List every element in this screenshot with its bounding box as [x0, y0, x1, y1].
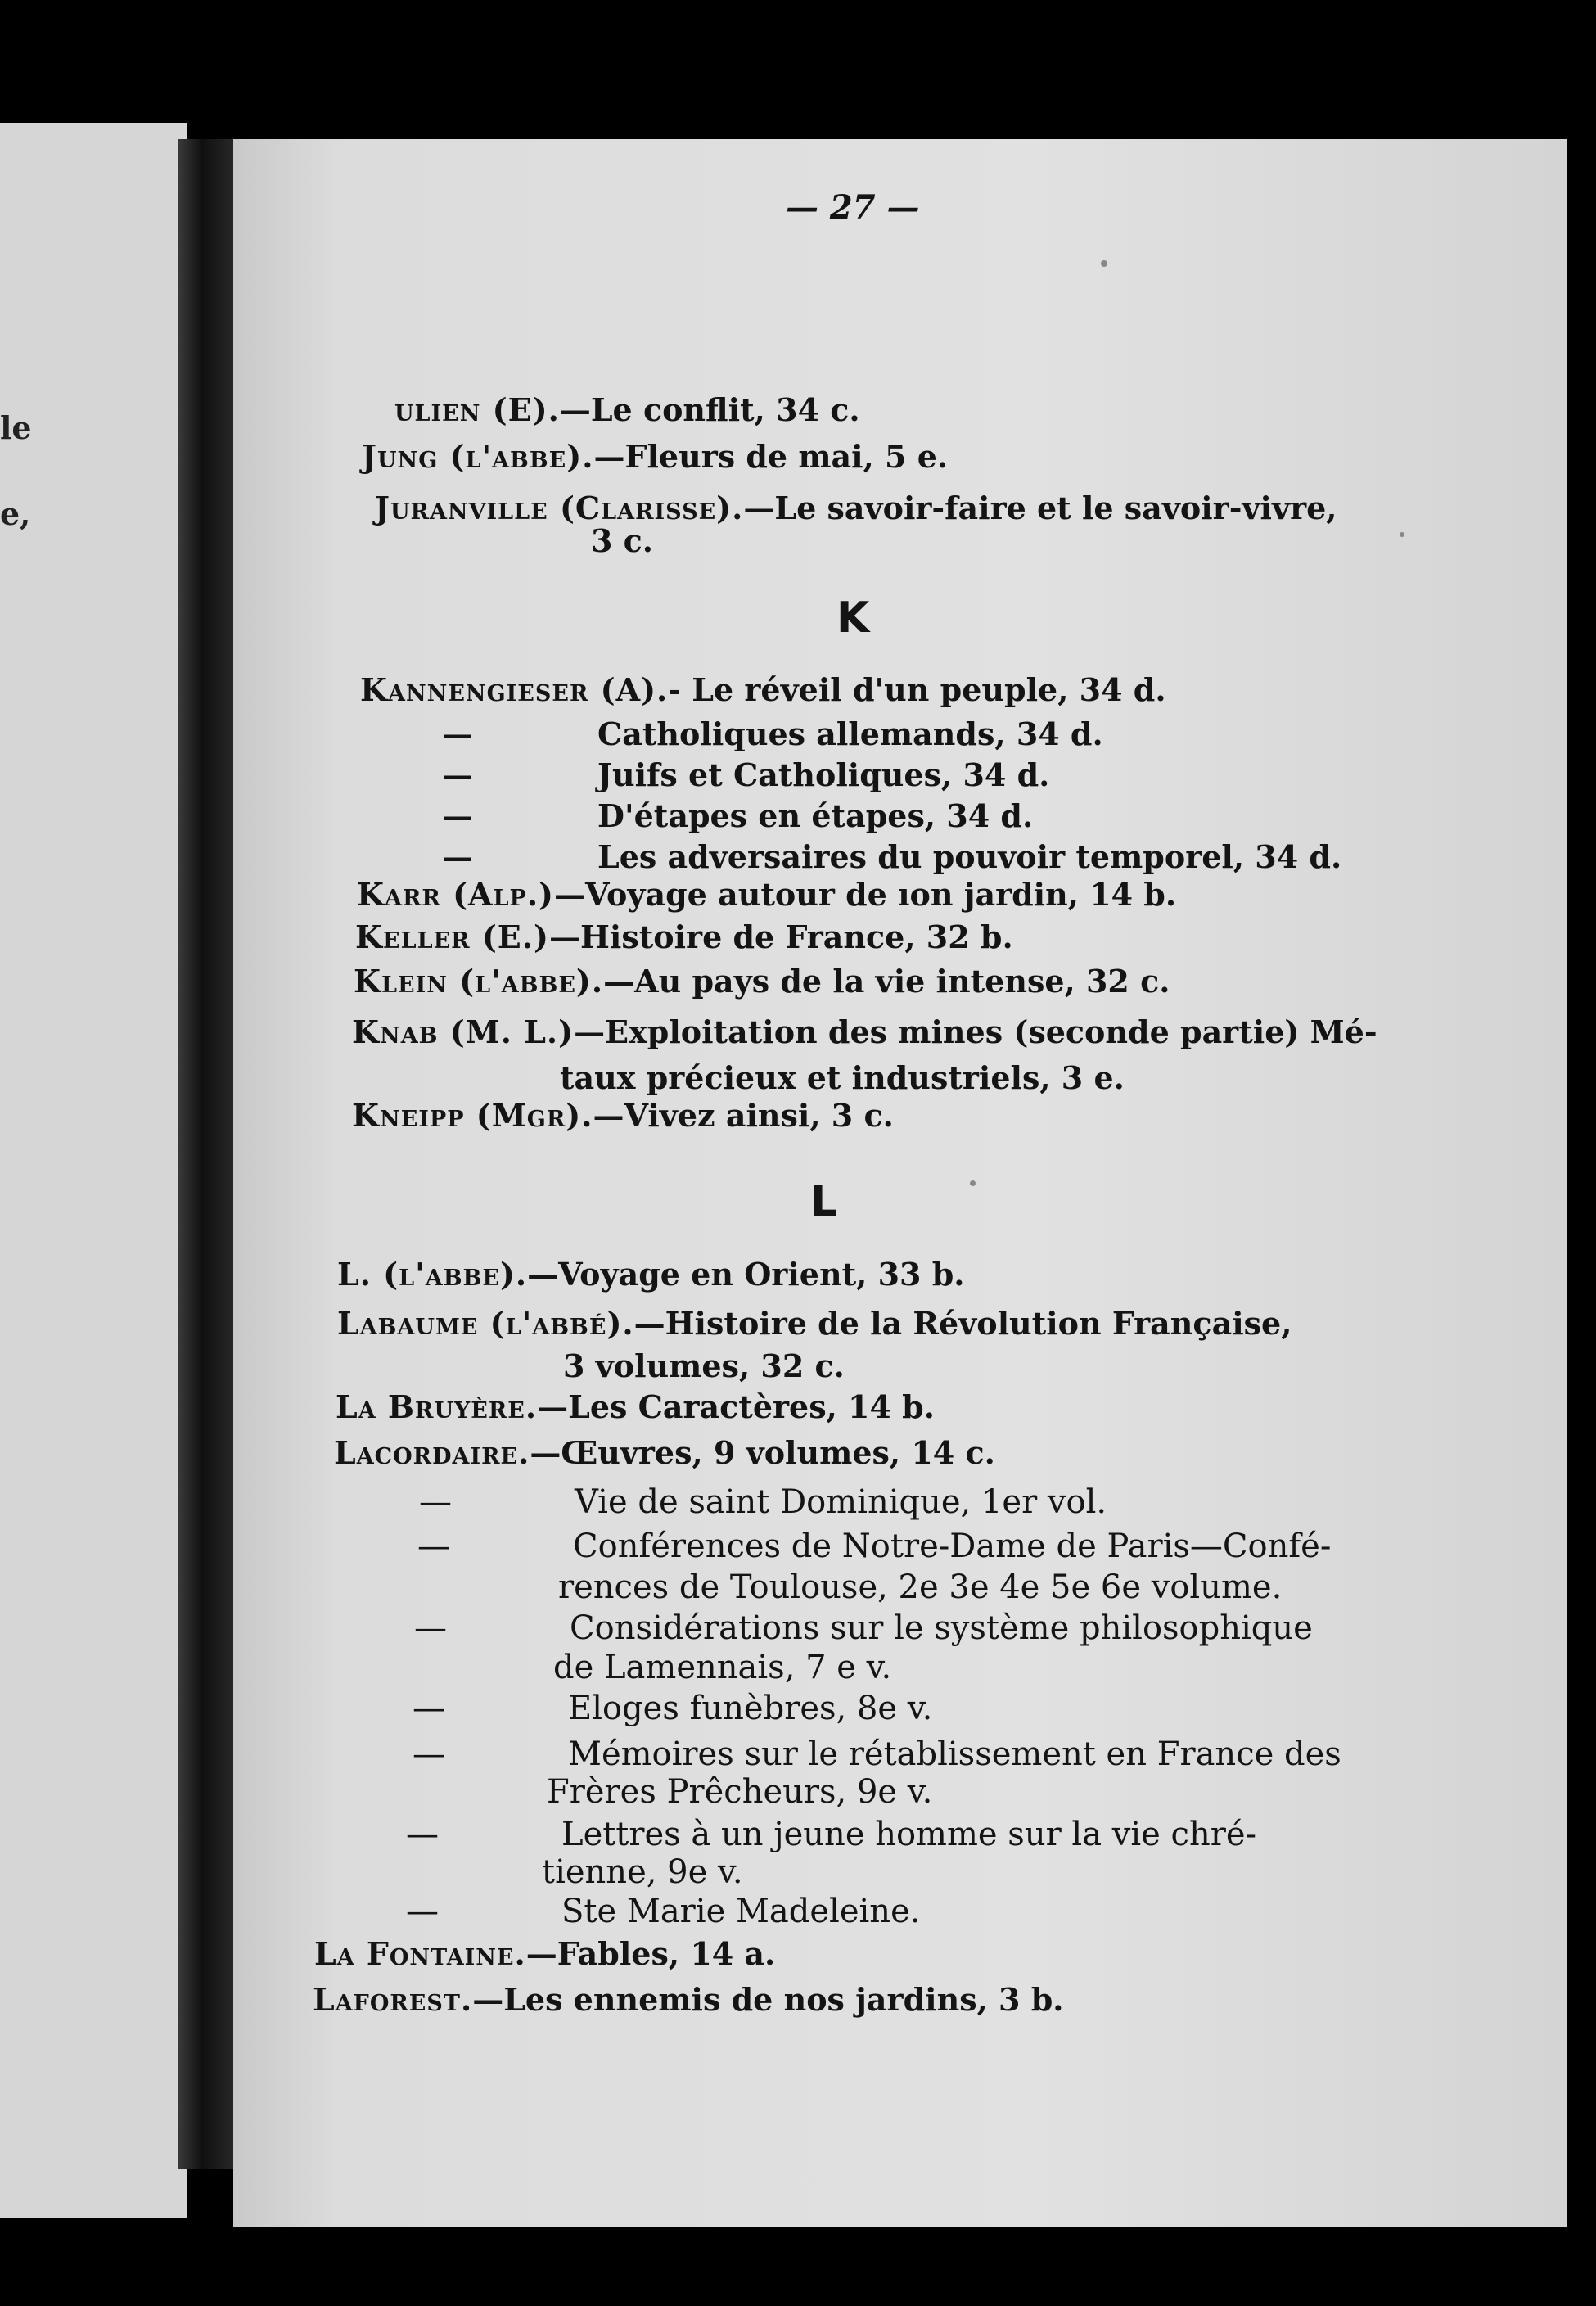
- catalog-entry: Kneipp (Mgr).—Vivez ainsi, 3 c.: [352, 1097, 894, 1134]
- catalog-sub-entry: — Eloges funèbres, 8e v.: [413, 1690, 933, 1727]
- catalog-entry: Klein (l'abbe).—Au pays de la vie intense, 32 c.: [354, 963, 1170, 1000]
- catalog-sub-entry: — Mémoires sur le rétablissement en France des: [413, 1735, 1341, 1773]
- catalog-entry: ulien (E).—Le conflit, 34 c.: [394, 391, 860, 428]
- catalog-entry-continuation: rences de Toulouse, 2e 3e 4e 5e 6e volume.: [558, 1568, 1283, 1606]
- catalog-entry: La Bruyère.—Les Caractères, 14 b.: [336, 1388, 935, 1425]
- catalog-entry: Labaume (l'abbé).—Histoire de la Révolution Française,: [337, 1305, 1292, 1342]
- catalog-sub-entry: — Catholiques allemands, 34 d.: [442, 715, 1103, 752]
- left-page-fragment: e,: [0, 495, 31, 532]
- catalog-entry: Keller (E.)—Histoire de France, 32 b.: [355, 918, 1013, 955]
- catalog-entry: Juranville (Clarisse).—Le savoir-faire et le savoir-vivre,: [375, 490, 1337, 526]
- paper-speck: [1101, 260, 1107, 267]
- catalog-sub-entry: — D'étapes en étapes, 34 d.: [442, 797, 1034, 834]
- catalog-entry-continuation: Frères Prêcheurs, 9e v.: [547, 1773, 933, 1811]
- left-page-edge: [0, 123, 187, 2218]
- catalog-entry-continuation: taux précieux et industriels, 3 e.: [560, 1059, 1125, 1096]
- catalog-sub-entry: — Conférences de Notre-Dame de Paris—Confé-: [417, 1528, 1332, 1565]
- catalog-entry: La Fontaine.—Fables, 14 a.: [314, 1935, 776, 1972]
- catalog-entry-continuation: tienne, 9e v.: [542, 1853, 743, 1891]
- catalog-sub-entry: — Lettres à un jeune homme sur la vie chré-: [406, 1816, 1257, 1853]
- catalog-sub-entry: — Considérations sur le système philosophique: [414, 1609, 1313, 1647]
- catalog-entry: Lacordaire.—Œuvres, 9 volumes, 14 c.: [334, 1434, 995, 1471]
- catalog-entry: Kannengieser (A).- Le réveil d'un peuple, 34 d.: [360, 671, 1166, 708]
- left-page-fragment: le: [0, 409, 32, 446]
- catalog-entry-continuation: 3 volumes, 32 c.: [563, 1347, 845, 1384]
- catalog-entry: Knab (M. L.)—Exploitation des mines (seconde partie) Mé-: [352, 1013, 1377, 1050]
- catalog-sub-entry: — Ste Marie Madeleine.: [406, 1893, 921, 1930]
- catalog-sub-entry: — Vie de saint Dominique, 1er vol.: [419, 1483, 1107, 1521]
- page-number: — 27 —: [786, 188, 920, 227]
- catalog-entry: Laforest.—Les ennemis de nos jardins, 3 b.: [313, 1981, 1064, 2018]
- book-spine: [178, 139, 237, 2169]
- catalog-sub-entry: — Les adversaires du pouvoir temporel, 34 d.: [442, 838, 1342, 875]
- catalog-entry-continuation: 3 c.: [591, 522, 654, 559]
- section-letter-k: K: [836, 593, 870, 643]
- catalog-entry: L. (l'abbe).—Voyage en Orient, 33 b.: [337, 1256, 965, 1293]
- paper-speck: [1400, 532, 1404, 537]
- catalog-entry-continuation: de Lamennais, 7 e v.: [553, 1649, 892, 1686]
- catalog-entry: Jung (l'abbe).—Fleurs de mai, 5 e.: [362, 438, 949, 475]
- catalog-sub-entry: — Juifs et Catholiques, 34 d.: [442, 756, 1050, 793]
- section-letter-l: L: [810, 1177, 838, 1226]
- paper-speck: [970, 1180, 976, 1186]
- catalog-entry: Karr (Alp.)—Voyage autour de ıon jardin, 14 b.: [357, 876, 1177, 913]
